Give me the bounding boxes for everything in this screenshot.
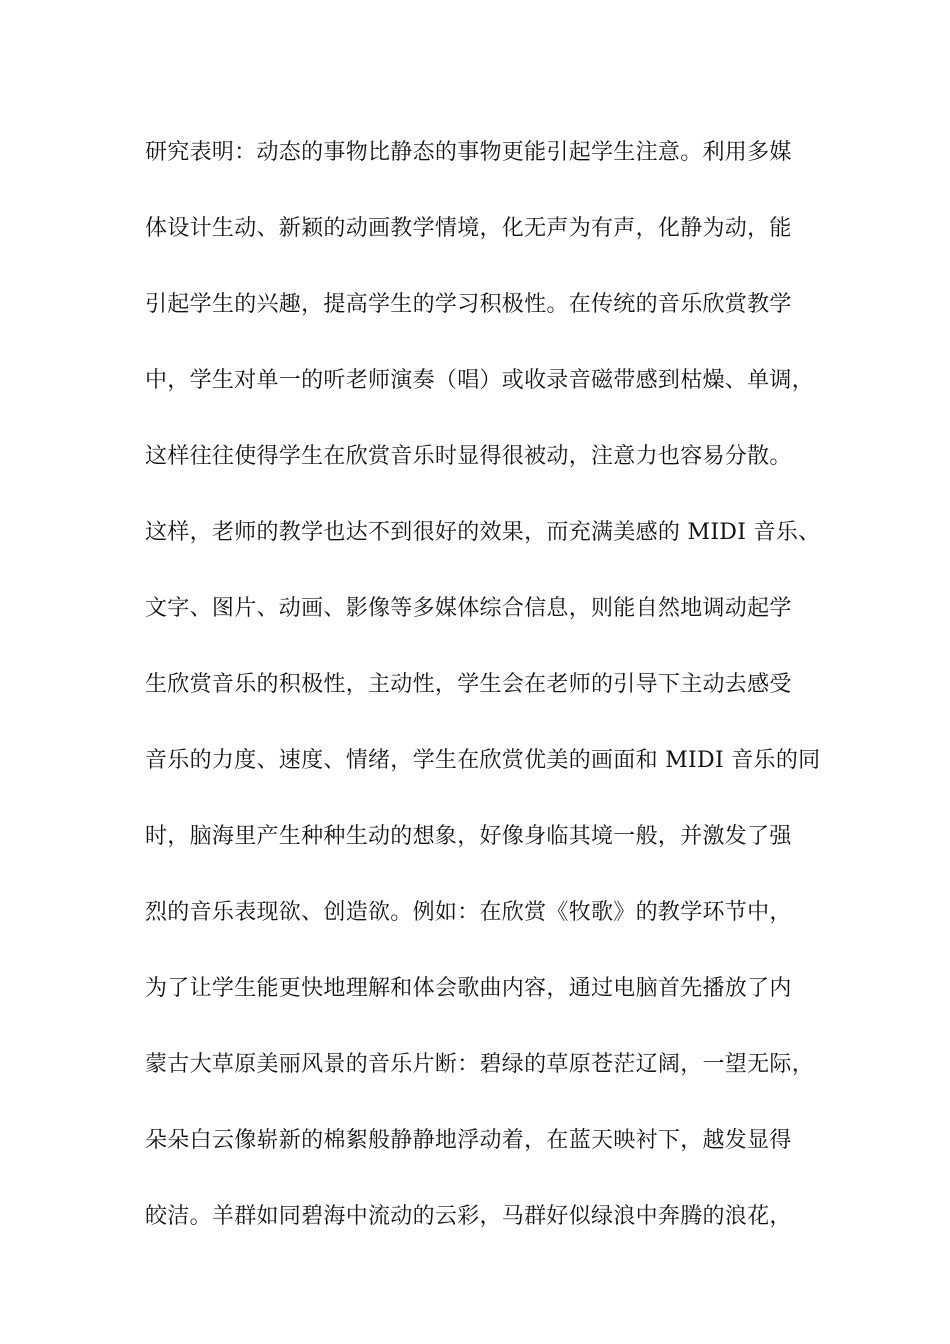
paragraph-line: 文字、图片、动画、影像等多媒体综合信息，则能自然地调动起学 [145, 596, 792, 621]
paragraph-line: 这样，老师的教学也达不到很好的效果，而充满美感的 MIDI 音乐、 [145, 520, 821, 545]
paragraph-line: 研究表明：动态的事物比静态的事物更能引起学生注意。利用多媒 [145, 140, 792, 165]
paragraph-line: 这样往往使得学生在欣赏音乐时显得很被动，注意力也容易分散。 [145, 444, 792, 469]
paragraph-line: 时，脑海里产生种种生动的想象，好像身临其境一般，并激发了强 [145, 824, 792, 849]
paragraph-line: 生欣赏音乐的积极性，主动性，学生会在老师的引导下主动去感受 [145, 672, 792, 697]
paragraph-line: 朵朵白云像崭新的棉絮般静静地浮动着，在蓝天映衬下，越发显得 [145, 1128, 792, 1153]
paragraph-line: 烈的音乐表现欲、创造欲。例如：在欣赏《牧歌》的教学环节中， [145, 900, 792, 925]
body-paragraph [145, 131, 845, 1271]
paragraph-line: 皎洁。羊群如同碧海中流动的云彩，马群好似绿浪中奔腾的浪花， [145, 1204, 792, 1229]
paragraph-line: 中，学生对单一的听老师演奏（唱）或收录音磁带感到枯燥、单调， [145, 368, 815, 393]
paragraph-line: 蒙古大草原美丽风景的音乐片断：碧绿的草原苍茫辽阔，一望无际， [145, 1052, 815, 1077]
paragraph-line: 引起学生的兴趣，提高学生的学习积极性。在传统的音乐欣赏教学 [145, 292, 792, 317]
paragraph-line: 体设计生动、新颖的动画教学情境，化无声为有声，化静为动，能 [145, 216, 792, 241]
paragraph-line: 为了让学生能更快地理解和体会歌曲内容，通过电脑首先播放了内 [145, 976, 792, 1001]
paragraph-line: 音乐的力度、速度、情绪，学生在欣赏优美的画面和 MIDI 音乐的同 [145, 748, 821, 773]
